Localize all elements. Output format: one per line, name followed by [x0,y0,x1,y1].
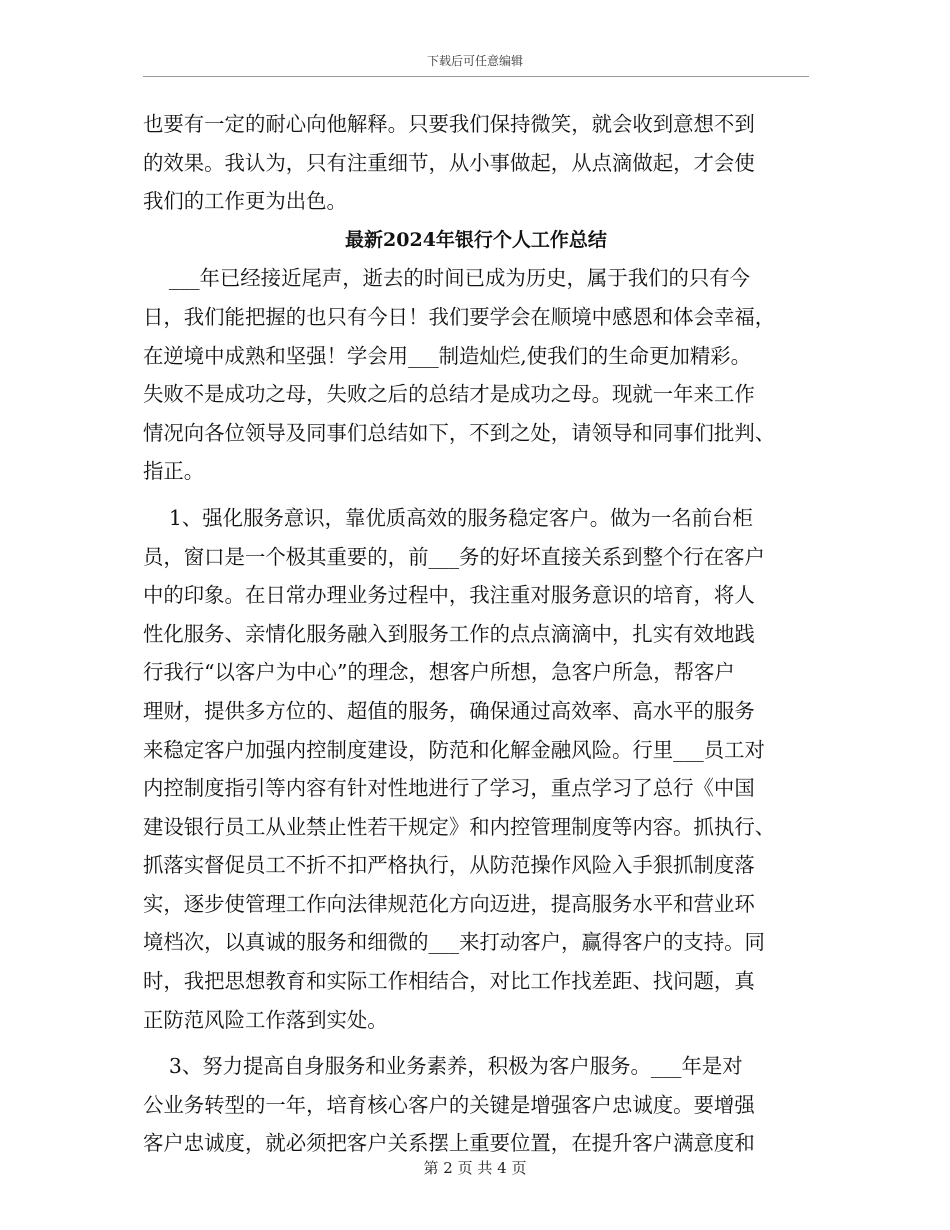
text-line: 公业务转型的一年，培育核心客户的关键是增强客户忠诚度。要增强 [143,1092,755,1117]
page-header: 下载后可任意编辑 [426,54,523,68]
paragraph-gap [143,1039,809,1047]
text-line: 正防范风险工作落到实处。 [143,1007,388,1032]
paragraph-gap [143,491,809,499]
text-line: 员，窗口是一个极其重要的，前___务的好坏直接关系到整个行在客户 [143,544,765,569]
text-line: 建设银行员工从业禁止性若干规定》和内控管理制度等内容。抓执行、 [143,814,776,839]
text-line: 实，逐步使管理工作向法律规范化方向迈进，提高服务水平和营业环 [143,891,755,916]
page-number: 第 2 页 共 4 页 [423,1159,527,1177]
text-line: 抓落实督促员工不折不扣严格执行，从防范操作风险入手狠抓制度落 [143,853,755,878]
text-line: 在逆境中成熟和坚强！学会用___制造灿烂,使我们的生命更加精彩。 [143,343,752,368]
text-line: 内控制度指引等内容有针对性地进行了学习，重点学习了总行《中国 [143,776,755,801]
text-line: 也要有一定的耐心向他解释。只要我们保持微笑，就会收到意想不到 [143,112,755,136]
text-line: 行我行“以客户为中心”的理念，想客户所想，急客户所急，帮客户 [143,660,735,685]
text-line: 情况向各位领导及同事们总结如下，不到之处，请领导和同事们批判、 [143,420,776,445]
text-line: 中的印象。在日常办理业务过程中，我注重对服务意识的培育，将人 [143,583,755,608]
text-line: 失败不是成功之母，失败之后的总结才是成功之母。现就一年来工作 [143,382,755,407]
text-line: 指正。 [143,459,205,484]
text-line: 理财，提供多方位的、超值的服务，确保通过高效率、高水平的服务 [143,698,755,723]
paragraph-service [143,499,809,1039]
text-line: 境档次，以真诚的服务和细微的___来打动客户，赢得客户的支持。同 [143,930,765,955]
text-line: 性化服务、亲情化服务融入到服务工作的点点滴滴中，扎实有效地践 [143,621,755,646]
text-line: 客户忠诚度，就必须把客户关系摆上重要位置，在提升客户满意度和 [143,1131,755,1156]
text-line: ___年已经接近尾声，逝去的时间已成为历史，属于我们的只有今 [143,266,751,291]
text-line: 3、努力提高自身服务和业务素养，积极为客户服务。___年是对 [143,1054,743,1079]
text-line: 时，我把思想教育和实际工作相结合，对比工作找差距、找问题，真 [143,969,755,994]
text-line: 的效果。我认为，只有注重细节，从小事做起，从点滴做起，才会使 [143,150,755,175]
paragraph-skills [143,1047,809,1163]
text-line: 我们的工作更为出色。 [143,189,347,214]
paragraph-intro [143,259,809,491]
header-divider [143,76,809,77]
text-line: 来稳定客户加强内控制度建设，防范和化解金融风险。行里___员工对 [143,737,765,762]
continuation-paragraph [143,105,809,221]
text-line: 1、强化服务意识，靠优质高效的服务稳定客户。做为一名前台柜 [143,505,753,530]
text-line: 日，我们能把握的也只有今日！我们要学会在顺境中感恩和体会幸福， [143,304,776,329]
document-body [143,105,809,1163]
section-title: 最新2024年银行个人工作总结 [345,228,607,251]
